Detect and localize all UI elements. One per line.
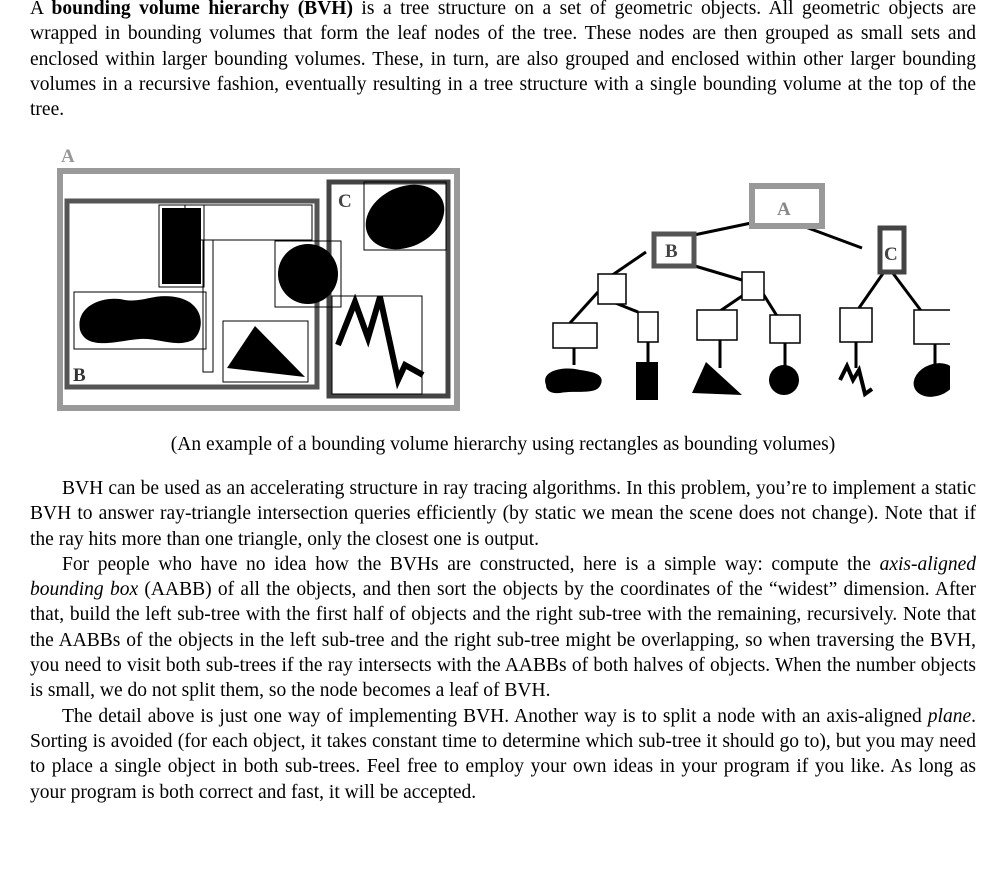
ellipse-object xyxy=(355,172,455,261)
para3-rest: . Sorting is avoided (for each object, it takes constant time to determine which sub-tree it should go to), but you may need to place a single object in both sub-trees. Feel free to employ your own ideas in your program if you like. As long as your program is both correct and fast, it will be accepted. xyxy=(30,705,976,803)
intro-lead: A xyxy=(30,0,52,19)
bvh-spatial-diagram xyxy=(55,140,465,415)
tree-leaf-triangle xyxy=(692,362,742,395)
intro-rest: is a tree structure on a set of geometric objects. All geometric objects are wrapped in bounding volumes that form the leaf nodes of the tree. These nodes are then grouped as small sets and enclosed within larger bounding volumes. These, in turn, are also grouped and enclosed within other larger bounding volumes in a recursive fashion, eventually resulting in a tree structure with a single bounding volume at the top of the tree. xyxy=(30,0,976,121)
para2-lead: For people who have no idea how the BVHs are constructed, here is a simple way: compute the xyxy=(62,553,880,575)
label-a-spatial: A xyxy=(61,146,75,167)
label-c-spatial: C xyxy=(338,191,352,212)
paragraph-construction xyxy=(30,552,976,704)
para2-rest: (AABB) of all the objects, and then sort the objects by the coordinates of the “widest” dimension. After that, build the left sub-tree with the first half of objects and the right sub-tree with the remaining, recursively. Note that the AABBs of the objects in the left sub-tree and the right sub-tree might be overlapping, so when traversing the BVH, you need to visit both sub-trees if the ray intersects with the AABBs of both halves of objects. When the number objects is small, we do not split them, so the node becomes a leaf of BVH. xyxy=(30,579,977,702)
triangle-object xyxy=(227,326,305,377)
paragraph-alternative xyxy=(30,704,976,805)
para3-lead: The detail above is just one way of implementing BVH. Another way is to split a node with an axis-aligned xyxy=(62,705,928,727)
circle-object xyxy=(278,244,338,304)
tree-label-c: C xyxy=(884,244,898,265)
tree-leaf-rect xyxy=(636,362,658,400)
tree-leaf-ellipse xyxy=(909,357,950,402)
tree-leaf-zigzag xyxy=(840,366,872,394)
plane-term: plane xyxy=(927,705,972,727)
rect-object xyxy=(162,208,201,284)
bvh-tree-diagram xyxy=(510,180,950,405)
tree-label-a: A xyxy=(777,199,791,220)
bvh-term: bounding volume hierarchy (BVH) xyxy=(51,0,353,19)
tree-inner-nodes xyxy=(553,272,950,348)
label-b-spatial: B xyxy=(73,365,86,386)
tree-leaf-circle xyxy=(769,365,799,395)
paragraph-ray-tracing: BVH can be used as an accelerating structure in ray tracing algorithms. In this problem, you’re to implement a static BVH to answer ray-triangle intersection queries efficiently (by static we mean the scene does not change). Note that if the ray hits more than one triangle, only the closest one is output. xyxy=(30,478,976,550)
intro-paragraph xyxy=(30,0,976,122)
aabb-term: axis-aligned bounding box xyxy=(30,553,976,601)
body-paragraphs xyxy=(30,476,976,805)
blob-object xyxy=(79,296,200,343)
zigzag-object xyxy=(338,297,423,380)
tree-label-b: B xyxy=(665,241,678,262)
tree-leaf-blob xyxy=(545,369,602,394)
figure-caption: (An example of a bounding volume hierarchy using rectangles as bounding volumes) xyxy=(170,434,836,455)
